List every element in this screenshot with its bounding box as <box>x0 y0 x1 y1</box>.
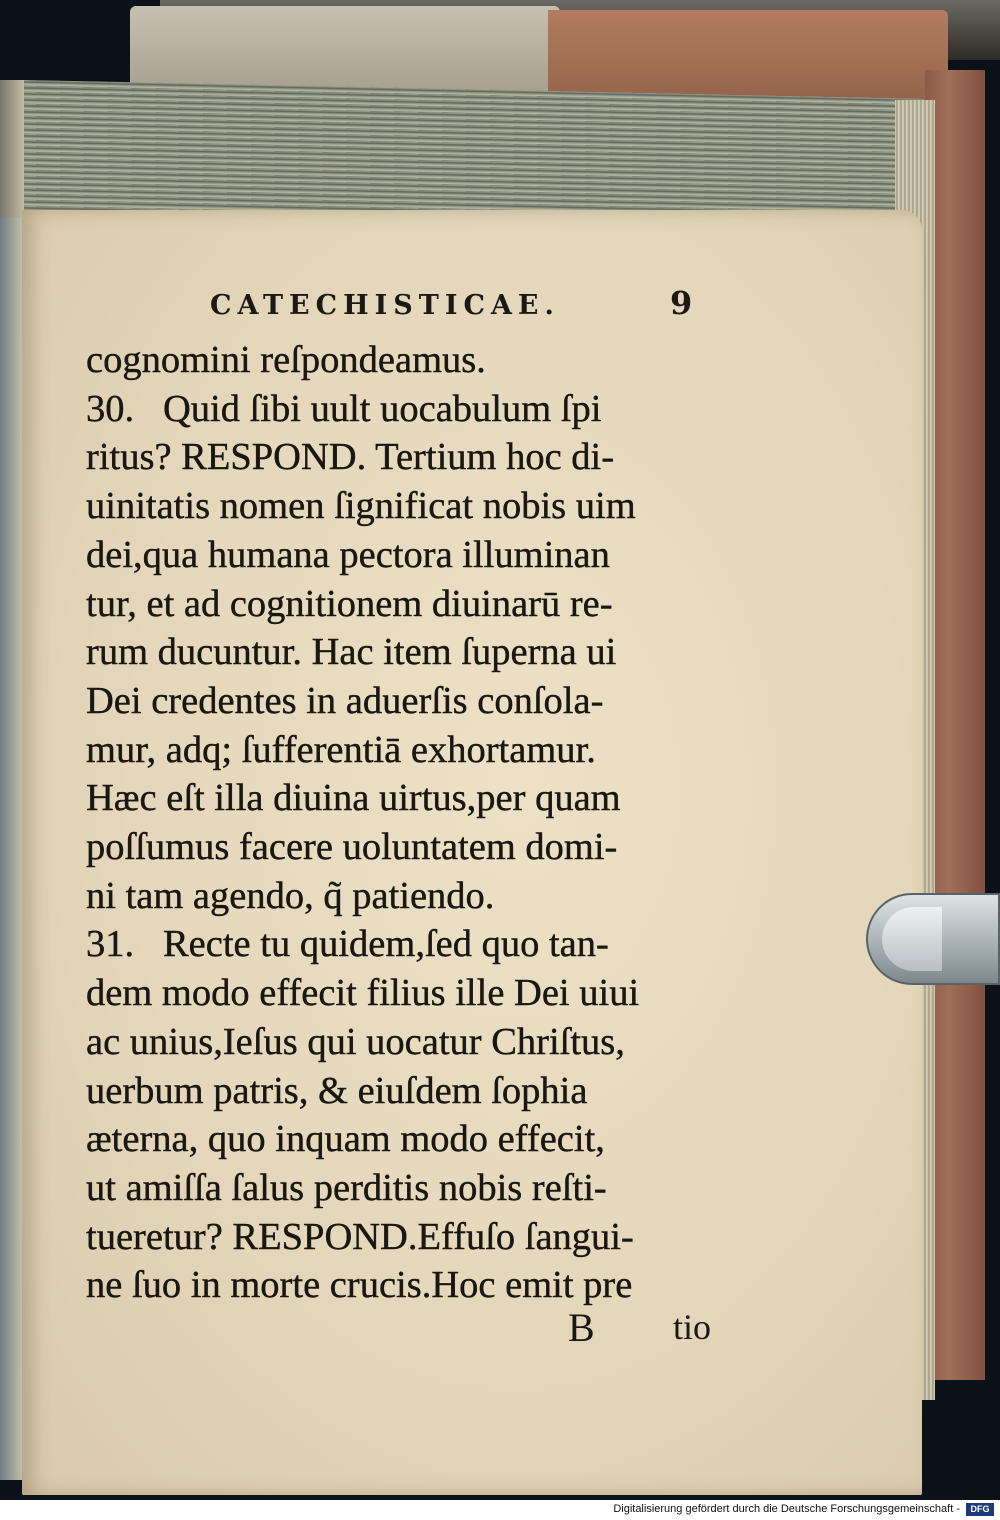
text-line: poſſumus facere uoluntatem domi- <box>86 826 618 869</box>
signature-mark: B <box>568 1305 595 1350</box>
text-line: uerbum patris, & eiuſdem ſophia <box>86 1069 588 1112</box>
text-line: dem modo effecit filius ille Dei uiui <box>86 972 640 1015</box>
page-edges <box>24 80 924 231</box>
text-line: rum ducuntur. Hac item ſuperna ui <box>86 631 617 674</box>
text-line: æterna, quo inquam modo effecit, <box>86 1118 605 1161</box>
text-line: Hæc eſt illa diuina uirtus,per quam <box>86 777 621 820</box>
page-number: 9 <box>670 284 693 322</box>
running-head: CATECHISTICAE. <box>210 290 560 321</box>
text-line: dei,qua humana pectora illuminan <box>86 533 610 576</box>
text-line: ritus? RESPOND. Tertium hoc di- <box>86 436 615 479</box>
catchword: tio <box>673 1307 712 1347</box>
body-text <box>86 336 746 1310</box>
text-line: ut amiſſa ſalus perditis nobis reſti- <box>86 1166 607 1209</box>
clip-highlight <box>882 907 942 971</box>
text-line: tueretur? RESPOND.Effuſo ſangui- <box>86 1215 634 1258</box>
text-line: mur, adq; ſufferentiā exhortamur. <box>86 728 596 771</box>
text-line: ne ſuo in morte crucis.Hoc emit pre <box>86 1264 633 1307</box>
footer-bar <box>0 1500 1000 1520</box>
text-line: 30. Quid ſibi uult uocabulum ſpi <box>86 387 602 430</box>
text-line: 31. Recte tu quidem,ſed quo tan- <box>86 923 609 966</box>
page-holder-clip <box>866 893 1000 985</box>
text-line: tur, et ad cognitionem diuinarū re- <box>86 582 613 625</box>
text-line: cognomini reſpondeamus. <box>86 339 486 381</box>
text-line: ac unius,Ieſus qui uocatur Chriſtus, <box>86 1020 625 1063</box>
text-line: ni tam agendo, q̃ patiendo. <box>86 874 495 917</box>
dfg-logo: DFG <box>966 1503 994 1516</box>
text-line: uinitatis nomen ſignificat nobis uim <box>86 485 636 528</box>
text-line: Dei credentes in aduerſis conſola- <box>86 679 604 722</box>
funding-credit: Digitalisierung gefördert durch die Deutsche Forschungsgemeinschaft - <box>613 1503 960 1515</box>
